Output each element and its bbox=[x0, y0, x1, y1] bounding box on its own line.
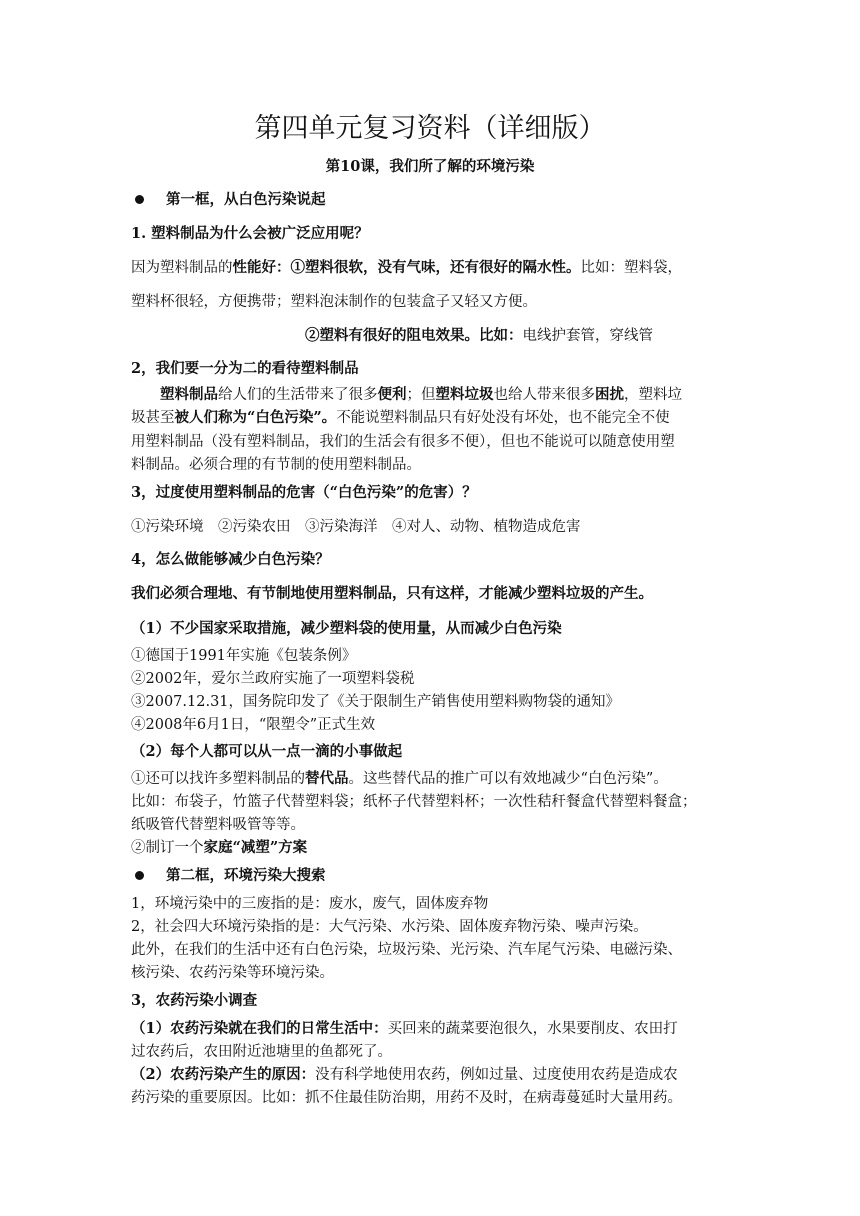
q3-heading: 3，过度使用塑料制品的危害（“白色污染”的危害）？ bbox=[131, 484, 477, 501]
q4-sub2-heading: （2）每个人都可以从一点一滴的小事做起 bbox=[131, 743, 403, 760]
frame2-q3-item1: （1）农药污染就在我们的日常生活中：买回来的蔬菜要泡很久，水果要削皮、农田打 bbox=[131, 1020, 678, 1037]
frame2-q3-item2: （2）农药污染产生的原因：没有科学地使用农药，例如过量、过度使用农药是造成农 bbox=[131, 1066, 678, 1083]
bullet-icon bbox=[135, 195, 144, 204]
q1-heading: 1. 塑料制品为什么会被广泛应用呢？ bbox=[131, 225, 369, 242]
frame2-line4: 核污染、农药污染等环境污染。 bbox=[131, 965, 334, 981]
frame2-line1: 1，环境污染中的三废指的是：废水，废气，固体废弃物 bbox=[131, 896, 489, 912]
q2-para-line4: 料制品。必须合理的有节制的使用塑料制品。 bbox=[131, 457, 421, 473]
bullet-icon bbox=[135, 871, 144, 880]
q4-heading: 4，怎么做能够减少白色污染？ bbox=[131, 551, 330, 568]
q3-items: ①污染环境 ②污染农田 ③污染海洋 ④对人、动物、植物造成危害 bbox=[131, 519, 581, 535]
q2-heading: 2，我们要一分为二的看待塑料制品 bbox=[131, 360, 359, 377]
q2-para-line1: 塑料制品给人们的生活带来了很多便利；但塑料垃圾也给人带来很多困扰，塑料垃 bbox=[160, 386, 682, 403]
frame1-heading: 第一框，从白色污染说起 bbox=[131, 190, 326, 210]
q4-sub2-line3: 纸吸管代替塑料吸管等等。 bbox=[131, 817, 305, 833]
lesson-title: 第10课，我们所了解的环境污染 bbox=[325, 158, 535, 175]
q4-sub1-item: ③2007.12.31，国务院印发了《关于限制生产销售使用塑料购物袋的通知》 bbox=[131, 694, 621, 710]
q4-sub2-line4: ②制订一个家庭“减塑”方案 bbox=[131, 839, 308, 856]
q1-line2: 塑料杯很轻，方便携带；塑料泡沫制作的包装盒子又轻又方便。 bbox=[131, 294, 537, 310]
frame2-line3: 此外，在我们的生活中还有白色污染，垃圾污染、光污染、汽车尾气污染、电磁污染、 bbox=[131, 942, 682, 958]
q1-line3: ②塑料有很好的阻电效果。比如：电线护套管，穿线管 bbox=[305, 327, 653, 344]
frame2-q3-item2-cont: 药污染的重要原因。比如：抓不住最佳防治期，用药不及时，在病毒蔓延时大量用药。 bbox=[131, 1090, 682, 1106]
q4-sub1-item: ④2008年6月1日，“限塑令”正式生效 bbox=[131, 717, 376, 733]
frame2-line2: 2，社会四大环境污染指的是：大气污染、水污染、固体废弃物污染、噪声污染。 bbox=[131, 919, 648, 935]
q2-para-line3: 用塑料制品（没有塑料制品，我们的生活会有很多不便），但也不能说可以随意使用塑 bbox=[131, 434, 675, 450]
frame2-q3-heading: 3，农药污染小调查 bbox=[131, 992, 258, 1009]
q2-para-line2: 圾甚至被人们称为“白色污染”。不能说塑料制品只有好处没有坏处，也不能完全不使 bbox=[131, 409, 670, 426]
q4-sub1-item: ①德国于1991年实施《包装条例》 bbox=[131, 648, 357, 664]
q4-sub2-line1: ①还可以找许多塑料制品的替代品。这些替代品的推广可以有效地减少“白色污染”。 bbox=[131, 770, 668, 787]
q4-answer: 我们必须合理地、有节制地使用塑料制品，只有这样，才能减少塑料垃圾的产生。 bbox=[131, 585, 653, 602]
document-title: 第四单元复习资料（详细版） bbox=[254, 113, 606, 144]
frame2-heading: 第二框，环境污染大搜索 bbox=[131, 866, 326, 886]
q4-sub2-line2: 比如：布袋子，竹篮子代替塑料袋；纸杯子代替塑料杯；一次性秸秆餐盒代替塑料餐盒； bbox=[131, 794, 697, 810]
q1-line1: 因为塑料制品的性能好：①塑料很软，没有气味，还有很好的隔水性。比如：塑料袋， bbox=[131, 259, 682, 276]
q4-sub1-item: ②2002年，爱尔兰政府实施了一项塑料袋税 bbox=[131, 671, 415, 687]
q4-sub1-heading: （1）不少国家采取措施，减少塑料袋的使用量，从而减少白色污染 bbox=[131, 620, 562, 637]
frame2-q3-item1-cont: 过农药后，农田附近池塘里的鱼都死了。 bbox=[131, 1044, 392, 1060]
